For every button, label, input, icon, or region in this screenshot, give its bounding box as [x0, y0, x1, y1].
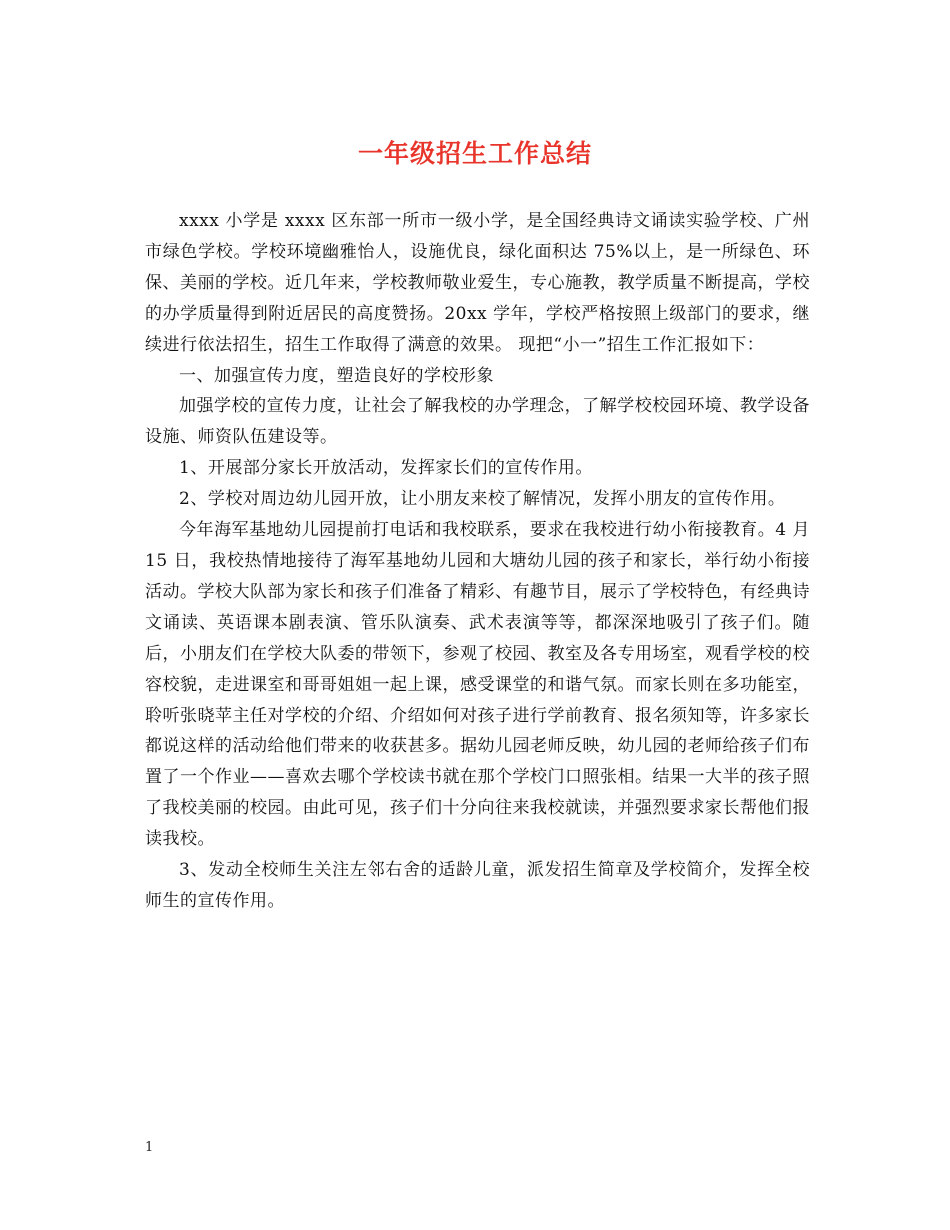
document-title: 一年级招生工作总结 — [357, 139, 592, 168]
paragraph-publicity: 加强学校的宣传力度，让社会了解我校的办学理念，了解学校校园环境、教学设备设施、师资队伍建设等。 — [145, 396, 810, 448]
list-item-3: 3、发动全校师生关注左邻右舍的适龄儿童，派发招生简章及学校简介，发挥全校师生的宣传作用。 — [145, 860, 810, 911]
list-item-2: 2、学校对周边幼儿园开放，让小朋友来校了解情况，发挥小朋友的宣传作用。 — [179, 489, 786, 510]
paragraph-intro: xxxx 小学是 xxxx 区东部一所市一级小学，是全国经典诗文诵读实验学校、广州市绿色学校。学校环境幽雅怡人，设施优良，绿化面积达 75%以上，是一所绿色、环保、美丽的学校。近几年来，学校教师敬业爱生，专心施教，教学质量不断提高，学校的办学质量得到附近居民的高度赞扬。20xx 学年，学校严格按照上级部门的要求，继续进行依法招生，招生工作取得了满意的效果。 现把“小一”招生工作汇报如下： — [145, 211, 810, 355]
section-heading-1: 一、加强宣传力度，塑造良好的学校形象 — [179, 365, 494, 386]
paragraph-kindergarten-visit: 今年海军基地幼儿园提前打电话和我校联系，要求在我校进行幼小衔接教育。4 月 15 日，我校热情地接待了海军基地幼儿园和大塘幼儿园的孩子和家长，举行幼小衔接活动。学校大队部为家长和孩子们准备了精彩、有趣节目，展示了学校特色，有经典诗文诵读、英语课本剧表演、管乐队演奏、武术表演等等，都深深地吸引了孩子们。随后，小朋友们在学校大队委的带领下，参观了校园、教室及各专用场室，观看学校的校容校貌，走进课室和哥哥姐姐一起上课，感受课堂的和谐气氛。而家长则在多功能室，聆听张晓苹主任对学校的介绍、介绍如何对孩子进行学前教育、报名须知等，许多家长都说这样的活动给他们带来的收获甚多。据幼儿园老师反映，幼儿园的老师给孩子们布置了一个作业——喜欢去哪个学校读书就在那个学校门口照张相。结果一大半的孩子照了我校美丽的校园。由此可见，孩子们十分向往来我校就读，并强烈要求家长帮他们报读我校。 — [145, 520, 810, 850]
list-item-1: 1、开展部分家长开放活动，发挥家长们的宣传作用。 — [179, 458, 593, 479]
document-body — [145, 206, 810, 917]
page-number: 1 — [145, 1140, 154, 1155]
